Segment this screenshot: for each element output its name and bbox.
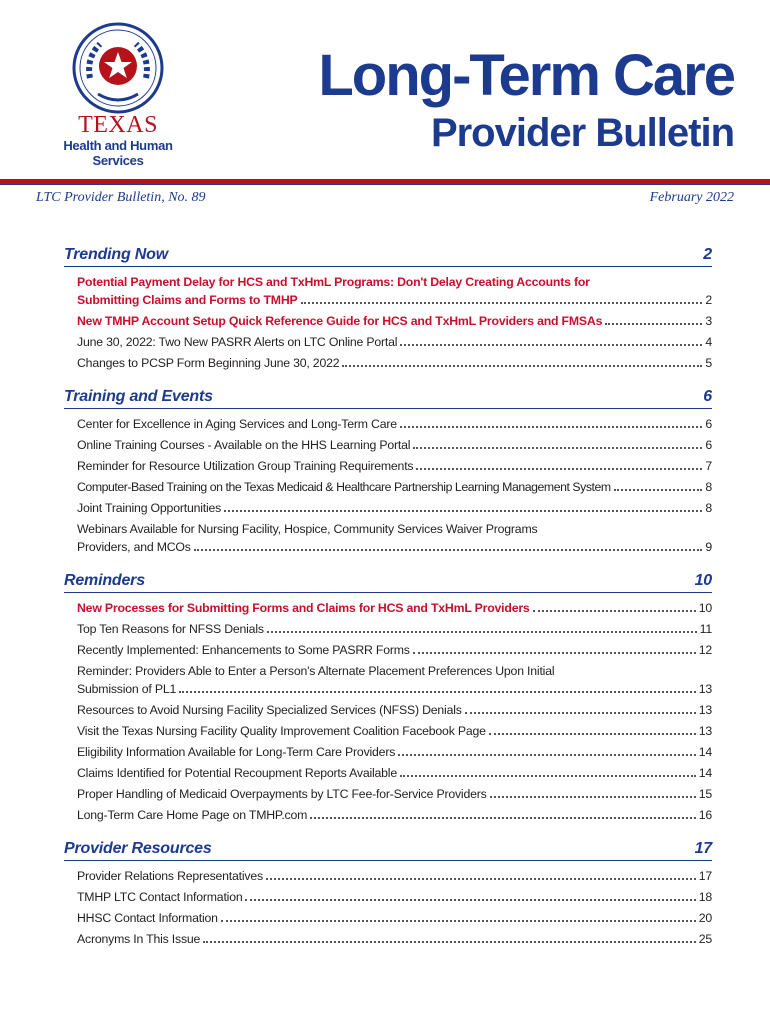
section-title: Provider Resources — [64, 840, 212, 857]
entry-title: Claims Identified for Potential Recoupment Reports Available — [77, 766, 397, 780]
toc-entry[interactable] — [77, 785, 712, 803]
entry-page: 17 — [698, 869, 712, 883]
entry-title: Online Training Courses - Available on the HHS Learning Portal — [77, 438, 411, 452]
toc-entry[interactable] — [77, 888, 712, 906]
leader-dots — [310, 817, 696, 819]
toc-entry[interactable] — [77, 478, 712, 496]
section-heading[interactable] — [64, 386, 712, 409]
toc-entry[interactable] — [77, 499, 712, 517]
toc-section-training-and-events — [64, 386, 712, 559]
bulletin-title: Long-Term Care — [318, 43, 734, 108]
toc-section-provider-resources — [64, 838, 712, 951]
entry-title: Provider Relations Representatives — [77, 869, 263, 883]
leader-dots — [533, 610, 696, 612]
toc-entry[interactable] — [77, 806, 712, 824]
entry-title-line2: Submission of PL1 — [77, 682, 177, 696]
entry-page: 8 — [705, 501, 712, 515]
section-title: Training and Events — [64, 388, 213, 405]
entry-title: New Processes for Submitting Forms and Claims for HCS and TxHmL Providers — [77, 601, 530, 615]
toc-entry[interactable] — [77, 701, 712, 719]
entry-title: Eligibility Information Available for Long-Term Care Providers — [77, 745, 396, 759]
entry-title-line1: Reminder: Providers Able to Enter a Person's Alternate Placement Preferences Upon Initial — [77, 664, 555, 678]
entry-page: 3 — [705, 314, 712, 328]
entry-page: 6 — [705, 417, 712, 431]
toc-entry[interactable] — [77, 436, 712, 454]
hhs-logo — [58, 22, 178, 172]
entry-title: Center for Excellence in Aging Services and Long-Term Care — [77, 417, 397, 431]
entry-page: 15 — [698, 787, 712, 801]
leader-dots — [342, 365, 702, 367]
toc-entry[interactable] — [77, 457, 712, 475]
entry-title-line1: Potential Payment Delay for HCS and TxHmL Programs: Don't Delay Creating Accounts for — [77, 275, 590, 289]
leader-dots — [489, 733, 696, 735]
logo-texas-text: TEXAS — [78, 112, 158, 138]
entry-title: New TMHP Account Setup Quick Reference Guide for HCS and TxHmL Providers and FMSAs — [77, 314, 603, 328]
entry-page: 11 — [699, 622, 712, 636]
leader-dots — [266, 878, 696, 880]
entry-page: 6 — [705, 438, 712, 452]
toc-entry[interactable] — [77, 273, 712, 309]
entry-title: Top Ten Reasons for NFSS Denials — [77, 622, 264, 636]
entry-title: Acronyms In This Issue — [77, 932, 201, 946]
toc-entry[interactable] — [77, 620, 712, 638]
leader-dots — [413, 652, 696, 654]
entry-title-line1: Webinars Available for Nursing Facility, Hospice, Community Services Waiver Programs — [77, 522, 538, 536]
section-heading[interactable] — [64, 244, 712, 267]
leader-dots — [614, 489, 703, 491]
entry-title: Changes to PCSP Form Beginning June 30, 2022 — [77, 356, 340, 370]
toc-entry[interactable] — [77, 930, 712, 948]
toc-entry[interactable] — [77, 722, 712, 740]
entry-page: 13 — [698, 682, 712, 696]
entry-title: Reminder for Resource Utilization Group Training Requirements — [77, 459, 414, 473]
entry-page: 7 — [705, 459, 712, 473]
entry-page: 18 — [698, 890, 712, 904]
leader-dots — [416, 468, 702, 470]
leader-dots — [301, 302, 703, 304]
logo-line-2: Services — [92, 153, 144, 168]
leader-dots — [400, 426, 702, 428]
entry-title: Joint Training Opportunities — [77, 501, 222, 515]
texas-seal-icon — [72, 22, 164, 114]
section-heading[interactable] — [64, 838, 712, 861]
leader-dots — [605, 323, 702, 325]
leader-dots — [490, 796, 696, 798]
section-page: 2 — [703, 246, 712, 263]
toc-entry[interactable] — [77, 662, 712, 698]
entry-title: TMHP LTC Contact Information — [77, 890, 243, 904]
leader-dots — [245, 899, 695, 901]
entry-title-line2: Providers, and MCOs — [77, 540, 191, 554]
logo-agency-text — [58, 138, 178, 168]
entry-title: Proper Handling of Medicaid Overpayments by LTC Fee-for-Service Providers — [77, 787, 487, 801]
leader-dots — [413, 447, 702, 449]
entry-page: 9 — [705, 540, 712, 554]
entry-title: Long-Term Care Home Page on TMHP.com — [77, 808, 308, 822]
entry-page: 4 — [705, 335, 712, 349]
section-heading[interactable] — [64, 570, 712, 593]
bulletin-subtitle: Provider Bulletin — [430, 111, 734, 155]
leader-dots — [203, 941, 696, 943]
entry-page: 20 — [698, 911, 712, 925]
toc-section-trending-now — [64, 244, 712, 375]
leader-dots — [400, 775, 696, 777]
toc-entry[interactable] — [77, 764, 712, 782]
section-title: Trending Now — [64, 246, 168, 263]
section-page: 6 — [703, 388, 712, 405]
toc-entry[interactable] — [77, 599, 712, 617]
toc-entry[interactable] — [77, 743, 712, 761]
section-page: 17 — [694, 840, 712, 857]
section-page: 10 — [694, 572, 712, 589]
entry-title: HHSC Contact Information — [77, 911, 218, 925]
entry-title: Recently Implemented: Enhancements to Some PASRR Forms — [77, 643, 410, 657]
toc-entry[interactable] — [77, 312, 712, 330]
entry-title: Computer-Based Training on the Texas Medicaid & Healthcare Partnership Learning Management System — [77, 480, 611, 494]
bulletin-number: LTC Provider Bulletin, No. 89 — [36, 190, 206, 205]
toc-section-reminders — [64, 570, 712, 827]
leader-dots — [267, 631, 697, 633]
entry-title: June 30, 2022: Two New PASRR Alerts on LTC Online Portal — [77, 335, 398, 349]
toc-entry[interactable] — [77, 354, 712, 372]
entry-page: 10 — [698, 601, 712, 615]
toc-entry[interactable] — [77, 909, 712, 927]
entry-page: 16 — [698, 808, 712, 822]
entry-page: 25 — [698, 932, 712, 946]
toc-entry[interactable] — [77, 867, 712, 885]
section-title: Reminders — [64, 572, 145, 589]
entry-page: 5 — [705, 356, 712, 370]
entry-page: 8 — [705, 480, 712, 494]
entry-page: 2 — [705, 293, 712, 307]
leader-dots — [194, 549, 703, 551]
entry-page: 14 — [698, 766, 712, 780]
entry-title-line2: Submitting Claims and Forms to TMHP — [77, 293, 298, 307]
bulletin-date: February 2022 — [649, 190, 734, 205]
toc-entry[interactable] — [77, 333, 712, 351]
entry-page: 14 — [698, 745, 712, 759]
leader-dots — [398, 754, 696, 756]
leader-dots — [224, 510, 702, 512]
leader-dots — [179, 691, 696, 693]
toc-entry[interactable] — [77, 415, 712, 433]
entry-page: 13 — [698, 703, 712, 717]
entry-page: 13 — [698, 724, 712, 738]
entry-title: Visit the Texas Nursing Facility Quality Improvement Coalition Facebook Page — [77, 724, 486, 738]
logo-line-1: Health and Human — [63, 138, 173, 153]
header-divider-blue — [0, 184, 770, 185]
bulletin-header — [0, 0, 770, 205]
entry-page: 12 — [698, 643, 712, 657]
leader-dots — [221, 920, 696, 922]
toc-entry[interactable] — [77, 641, 712, 659]
leader-dots — [465, 712, 696, 714]
entry-title: Resources to Avoid Nursing Facility Specialized Services (NFSS) Denials — [77, 703, 462, 717]
leader-dots — [400, 344, 702, 346]
toc-entry[interactable] — [77, 520, 712, 556]
